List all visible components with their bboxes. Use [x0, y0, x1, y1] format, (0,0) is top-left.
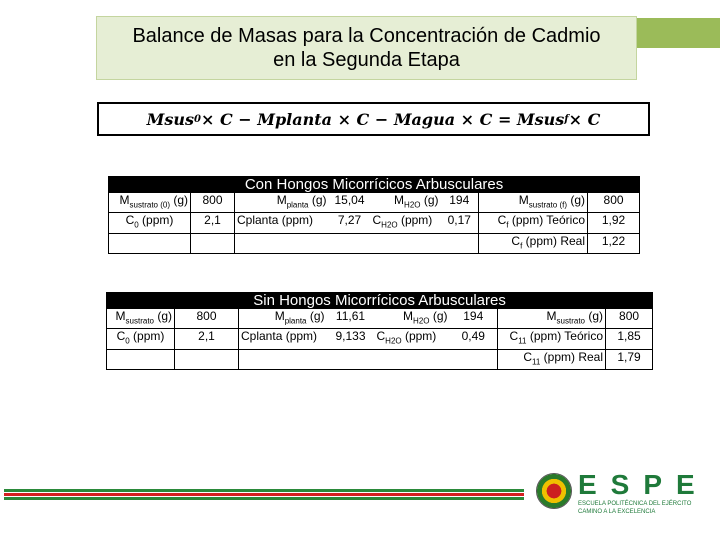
footer-line-green-bottom: [4, 497, 524, 500]
title-line-2: en la Segunda Etapa: [273, 49, 460, 71]
cplanta-label: Cplanta (ppm): [235, 213, 329, 233]
c11-real-value: 1,79: [606, 349, 653, 369]
table-row: [109, 193, 640, 213]
c11-teorico-label: $C_{11}$ (ppm) Teórico: [498, 329, 606, 349]
table-row: [109, 233, 640, 253]
cf-teorico-value: 1,92: [588, 213, 640, 233]
m-sustrato-value: 800: [175, 309, 239, 329]
c-h2o-label: $C_{H2O}$ (ppm): [375, 329, 450, 349]
c11-teorico-value: 1,85: [606, 329, 653, 349]
title-line-1: Balance de Masas para la Concentración de Cadmio: [132, 25, 601, 47]
formula-part-1: Msus: [146, 109, 195, 129]
cplanta-value: 9,133: [327, 329, 375, 349]
top-accent-band: [636, 18, 720, 48]
logo-line-1: ESCUELA POLITÉCNICA DEL EJÉRCITO: [578, 501, 692, 507]
table-row: [107, 349, 653, 369]
m-h2o-label: $M_{H2O}$ (g): [371, 193, 441, 213]
m-sustrato-f-label: $M_{sustrato}$ (g): [498, 309, 606, 329]
table-row: [107, 329, 653, 349]
m-sustrato-f-label: $M_{sustrato (f)}$ (g): [479, 193, 588, 213]
cplanta-label: Cplanta (ppm): [239, 329, 327, 349]
m-planta-label: $M_{planta}$ (g): [239, 309, 327, 329]
cplanta-value: 7,27: [329, 213, 371, 233]
table1-header: Con Hongos Micorrícicos Arbusculares: [109, 177, 640, 193]
cf-teorico-label: $C_f$ (ppm) Teórico: [479, 213, 588, 233]
logo-line-2: CAMINO A LA EXCELENCIA: [578, 509, 656, 515]
c-h2o-value: 0,17: [441, 213, 479, 233]
table-row: [107, 309, 653, 329]
table-with-fungi: [108, 176, 640, 254]
c-h2o-value: 0,49: [450, 329, 498, 349]
formula-sub-f: f: [564, 113, 569, 125]
c11-real-label: $C_{11}$ (ppm) Real: [498, 349, 606, 369]
c0-value: 2,1: [175, 329, 239, 349]
slide-title: [96, 16, 637, 80]
footer-line-red: [4, 493, 524, 496]
m-planta-value: 11,61: [327, 309, 375, 329]
m-sustrato-f-value: 800: [606, 309, 653, 329]
m-h2o-label: $M_{H2O}$ (g): [375, 309, 450, 329]
cf-real-label: $C_f$ (ppm) Real: [479, 233, 588, 253]
espe-seal-icon: [536, 473, 572, 509]
espe-logo: [578, 470, 708, 516]
footer-line-green-top: [4, 489, 524, 492]
formula-sub-0: 0: [194, 113, 201, 125]
c0-value: 2,1: [191, 213, 235, 233]
c0-label: $C_0$ (ppm): [107, 329, 175, 349]
m-h2o-value: 194: [450, 309, 498, 329]
table-without-fungi: [106, 292, 653, 370]
table2-header: Sin Hongos Micorrícicos Arbusculares: [107, 293, 653, 309]
m-h2o-value: 194: [441, 193, 479, 213]
formula-part-3: × C: [568, 109, 601, 129]
m-sustrato-label: $M_{sustrato}$ (g): [107, 309, 175, 329]
cf-real-value: 1,22: [588, 233, 640, 253]
mass-balance-formula: [97, 102, 650, 136]
table-row: [109, 213, 640, 233]
m-planta-value: 15,04: [329, 193, 371, 213]
m-sustrato-f-value: 800: [588, 193, 640, 213]
m-planta-label: $M_{planta}$ (g): [235, 193, 329, 213]
logo-letters: ESPE: [578, 469, 709, 500]
m-sustrato-0-label: $M_{sustrato (0)}$ (g): [109, 193, 191, 213]
m-sustrato-0-value: 800: [191, 193, 235, 213]
formula-part-2: × C − Mplanta × C − Magua × C = Msus: [201, 109, 565, 129]
c0-label: $C_0$ (ppm): [109, 213, 191, 233]
c-h2o-label: $C_{H2O}$ (ppm): [371, 213, 441, 233]
